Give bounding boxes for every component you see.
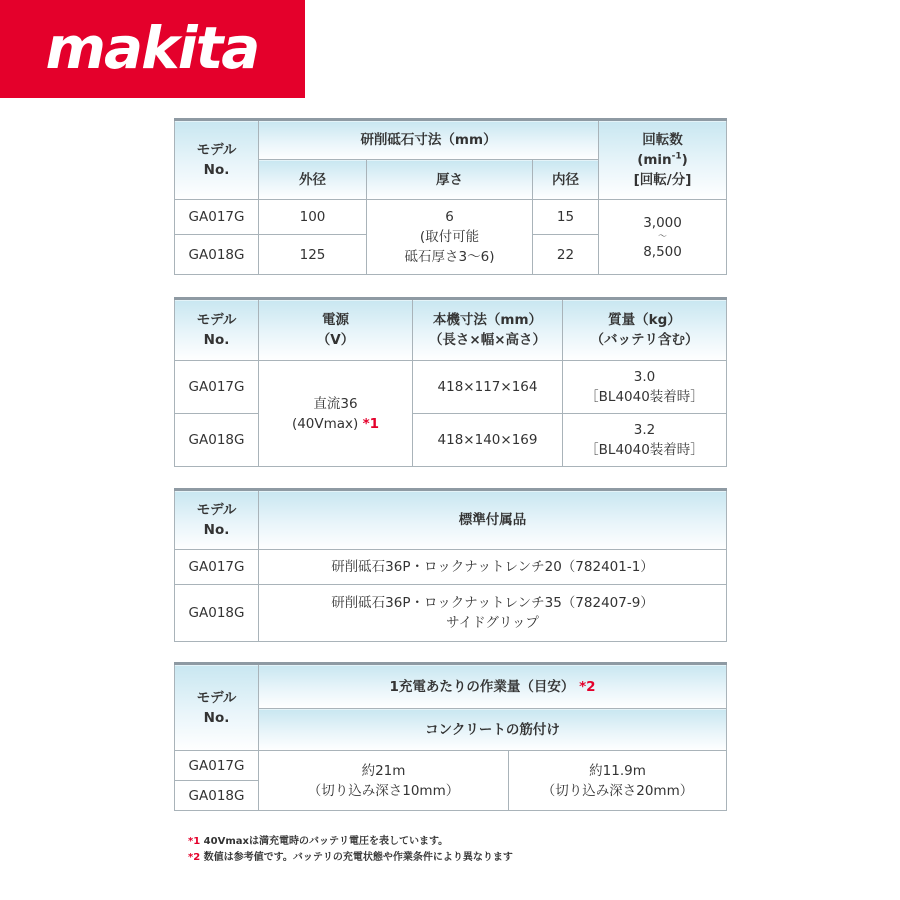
accessories-cell: 研削砥石36P・ロックナットレンチ20（782401-1）: [259, 550, 727, 585]
model-cell: GA017G: [175, 550, 259, 585]
note-mark: *2: [579, 678, 596, 695]
inner-cell: 22: [533, 235, 599, 275]
makita-logo: [0, 0, 305, 98]
rpm-cell: 3,000 ～ 8,500: [599, 200, 727, 275]
model-cell: GA018G: [175, 781, 259, 811]
footnotes: [188, 834, 513, 866]
table-row: [175, 361, 727, 414]
model-cell: GA017G: [175, 200, 259, 235]
power-spec-table: [174, 297, 727, 467]
model-header: モデル No.: [175, 664, 259, 751]
inner-diameter-header: 内径: [533, 160, 599, 200]
wheel-size-header: 研削砥石寸法（mm）: [259, 120, 599, 160]
model-cell: GA018G: [175, 235, 259, 275]
outer-diameter-header: 外径: [259, 160, 367, 200]
wheel-spec-table: [174, 118, 727, 275]
mass-header: 質量（kg） （バッテリ含む）: [563, 299, 727, 361]
model-header: モデル No.: [175, 490, 259, 550]
mass-cell: 3.2 ［BL4040装着時］: [563, 414, 727, 467]
model-cell: GA017G: [175, 361, 259, 414]
footnote: *2 数値は参考値です。バッテリの充電状態や作業条件により異なります: [188, 852, 513, 863]
dimensions-header: 本機寸法（mm） （長さ×幅×高さ）: [413, 299, 563, 361]
model-header: モデル No.: [175, 299, 259, 361]
work-amount-table: [174, 662, 727, 811]
model-header: モデル No.: [175, 120, 259, 200]
mass-cell: 3.0 ［BL4040装着時］: [563, 361, 727, 414]
dimensions-cell: 418×140×169: [413, 414, 563, 467]
outer-cell: 100: [259, 200, 367, 235]
model-cell: GA018G: [175, 414, 259, 467]
outer-cell: 125: [259, 235, 367, 275]
footnote: *1 40Vmaxは満充電時のバッテリ電圧を表しています。: [188, 836, 449, 847]
thickness-cell: 6 (取付可能 砥石厚さ3～6): [367, 200, 533, 275]
note-mark: *1: [362, 415, 380, 432]
work-amount-header: 1充電あたりの作業量（目安） *2: [259, 664, 727, 709]
dimensions-cell: 418×117×164: [413, 361, 563, 414]
table-row: [175, 585, 727, 642]
logo-wordmark: makita: [45, 14, 259, 82]
power-header: 電源 （V）: [259, 299, 413, 361]
power-cell: 直流36 (40Vmax) *1: [259, 361, 413, 467]
makita-logo-mark: [10, 14, 295, 84]
accessories-header: 標準付属品: [259, 490, 727, 550]
table-row: [175, 414, 727, 467]
task-header: コンクリートの筋付け: [259, 709, 727, 751]
accessories-cell: 研削砥石36P・ロックナットレンチ35（782407-9） サイドグリップ: [259, 585, 727, 642]
table-row: [175, 751, 727, 781]
model-cell: GA018G: [175, 585, 259, 642]
table-row: [175, 200, 727, 235]
work-value-cell: 約21m （切り込み深さ10mm）: [259, 751, 509, 811]
table-row: [175, 550, 727, 585]
work-value-cell: 約11.9m （切り込み深さ20mm）: [509, 751, 727, 811]
thickness-header: 厚さ: [367, 160, 533, 200]
inner-cell: 15: [533, 200, 599, 235]
rpm-header: 回転数 $(\min^{-1})$ [回転/分]: [599, 120, 727, 200]
model-cell: GA017G: [175, 751, 259, 781]
accessories-table: [174, 488, 727, 642]
